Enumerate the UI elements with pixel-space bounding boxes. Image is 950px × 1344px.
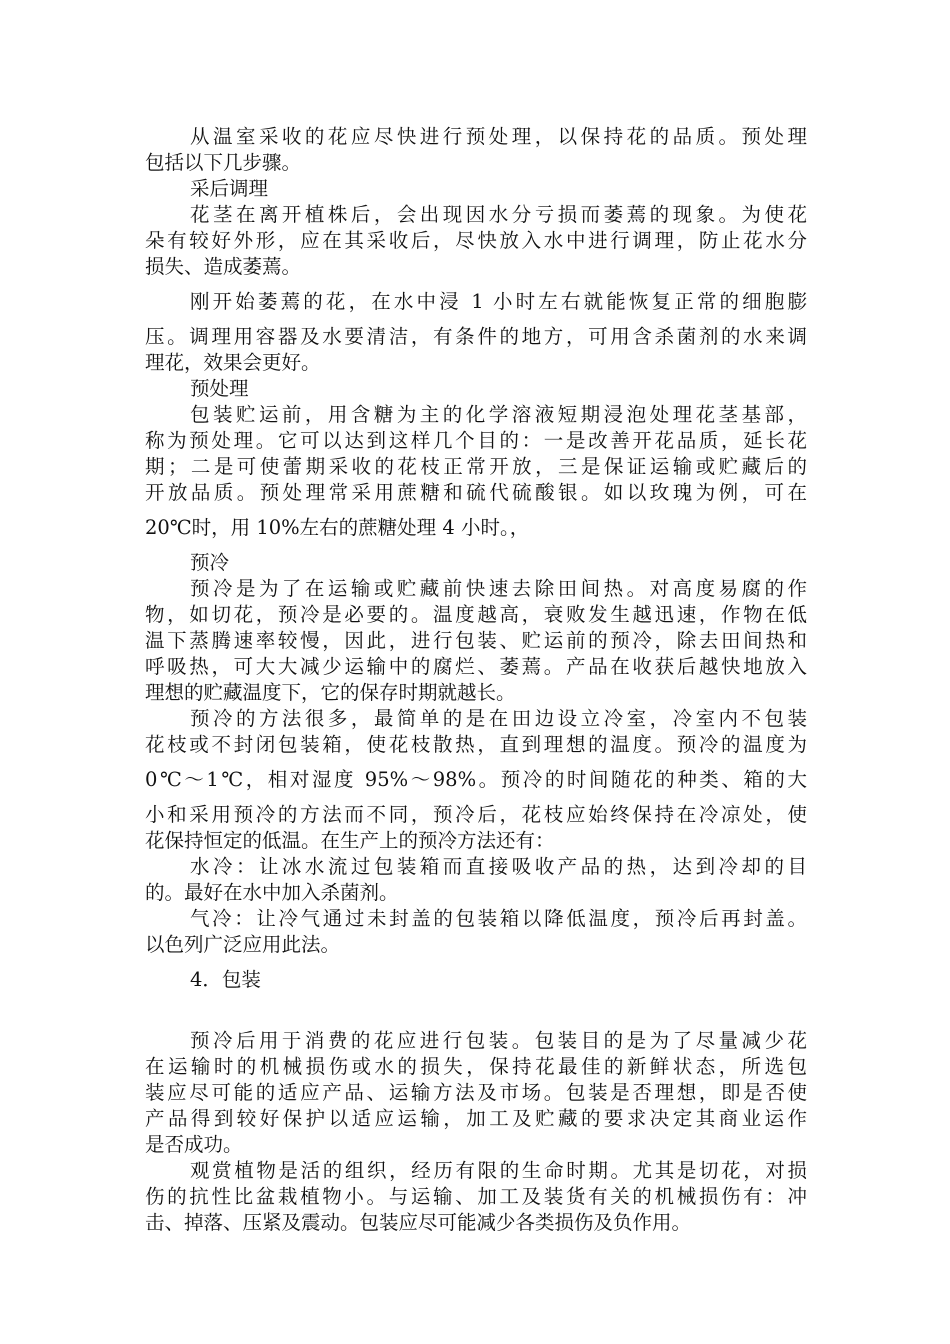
paragraph-line: 小和采用预冷的方法而不同，预冷后，花枝应始终保持在冷凉处，使 [145,803,807,826]
paragraph-line: 理想的贮藏温度下，它的保存时期就越长。 [145,681,516,704]
paragraph-line: 预冷后用于消费的花应进行包装。包装目的是为了尽量减少花 [190,1029,807,1052]
paragraph-line: 物，如切花，预冷是必要的。温度越高，衰败发生越迅速，作物在低 [145,603,807,626]
paragraph-line: 朵有较好外形，应在其采收后，尽快放入水中进行调理，防止花水分 [145,229,807,252]
paragraph-line: 击、掉落、压紧及震动。包装应尽可能减少各类损伤及负作用。 [145,1211,692,1234]
paragraph-line: 观赏植物是活的组织，经历有限的生命时期。尤其是切花，对损 [190,1159,807,1182]
paragraph-line: 开放品质。预处理常采用蔗糖和硫代硫酸银。如以玫瑰为例，可在 [145,481,807,504]
paragraph-line: 花枝或不封闭包装箱，使花枝散热，直到理想的温度。预冷的温度为 [145,733,807,756]
paragraph-line: 期；二是可使蕾期采收的花枝正常开放，三是保证运输或贮藏后的 [145,455,807,478]
paragraph-line: 花茎在离开植株后，会出现因水分亏损而萎蔫的现象。为使花 [190,203,807,226]
paragraph-line: 压。调理用容器及水要清洁，有条件的地方，可用含杀菌剂的水来调 [145,325,807,348]
paragraph-line: 理花，效果会更好。 [145,351,321,374]
paragraph-line: 花保持恒定的低温。在生产上的预冷方法还有： [145,829,555,852]
paragraph-line: 水冷：让冰水流过包装箱而直接吸收产品的热，达到冷却的目 [190,855,807,878]
paragraph-line: 是否成功。 [145,1133,243,1156]
paragraph-line: 气冷：让冷气通过未封盖的包装箱以降低温度，预冷后再封盖。 [190,907,807,930]
paragraph-line: 在运输时的机械损伤或水的损失，保持花最佳的新鲜状态，所选包 [145,1055,807,1078]
paragraph-line: 预冷的方法很多，最简单的是在田边设立冷室，冷室内不包装 [190,707,807,730]
section-heading-precooling: 预冷 [190,551,230,574]
paragraph-line: 从温室采收的花应尽快进行预处理，以保持花的品质。预处理 [190,125,807,148]
paragraph-line: 20℃时，用 10%左右的蔗糖处理 4 小时。， [145,516,530,539]
paragraph-line: 称为预处理。它可以达到这样几个目的：一是改善开花品质，延长花 [145,429,807,452]
paragraph-line: 产品得到较好保护以适应运输，加工及贮藏的要求决定其商业运作 [145,1107,807,1130]
section-heading-pretreatment: 预处理 [190,377,249,400]
paragraph-line: 包装贮运前，用含糖为主的化学溶液短期浸泡处理花茎基部， [190,403,807,426]
paragraph-line: 0℃～1℃，相对湿度 95%～98%。预冷的时间随花的种类、箱的大 [145,768,807,791]
paragraph-line: 以色列广泛应用此法。 [145,933,341,956]
paragraph-line: 损失、造成萎蔫。 [145,255,302,278]
section-heading-post-harvest: 采后调理 [190,177,269,200]
paragraph-line: 刚开始萎蔫的花，在水中浸 1 小时左右就能恢复正常的细胞膨 [190,290,807,313]
paragraph-line: 的。最好在水中加入杀菌剂。 [145,881,399,904]
paragraph-line: 呼吸热，可大大减少运输中的腐烂、萎蔫。产品在收获后越快地放入 [145,655,807,678]
paragraph-line: 包括以下几步骤。 [145,151,302,174]
paragraph-line: 装应尽可能的适应产品、运输方法及市场。包装是否理想，即是否使 [145,1081,807,1104]
paragraph-line: 预冷是为了在运输或贮藏前快速去除田间热。对高度易腐的作 [190,577,807,600]
paragraph-line: 伤的抗性比盆栽植物小。与运输、加工及装货有关的机械损伤有：冲 [145,1185,807,1208]
paragraph-line: 温下蒸腾速率较慢，因此，进行包装、贮运前的预冷，除去田间热和 [145,629,807,652]
section-heading-packaging: 4．包装 [190,968,261,991]
